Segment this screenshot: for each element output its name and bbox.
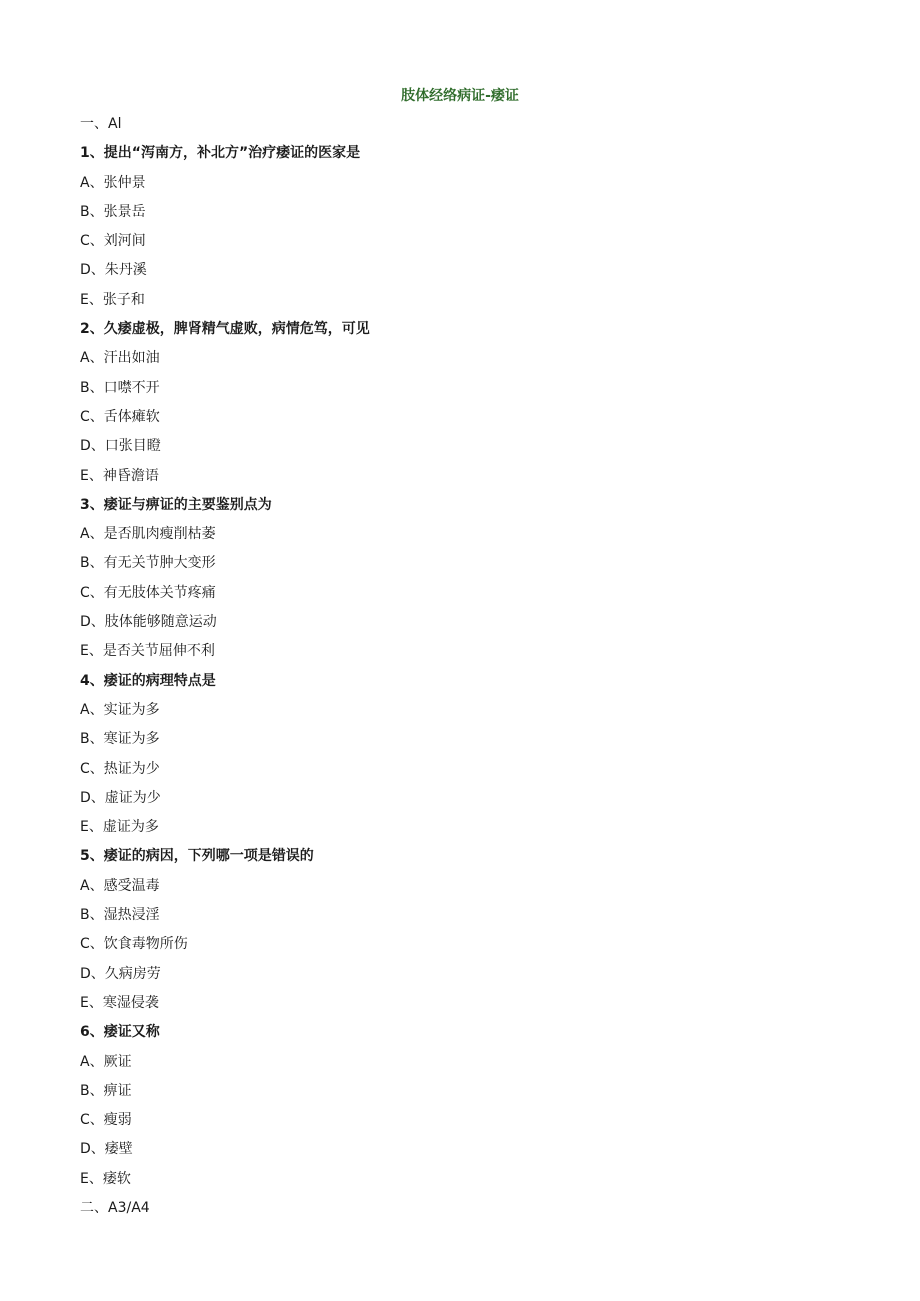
question-5-option-e: E、寒湿侵袭	[80, 994, 159, 1011]
question-1-option-d: D、朱丹溪	[80, 262, 147, 279]
question-6-option-a: A、厥证	[80, 1053, 132, 1070]
question-1-option-c: C、刘河间	[80, 233, 146, 250]
question-1-option-e: E、张子和	[80, 291, 145, 308]
question-2: 2、久痿虚极，脾肾精气虚败，病情危笃，可见	[80, 321, 370, 338]
document-title: 肢体经络病证-痿证	[401, 88, 519, 104]
question-6: 6、痿证又称	[80, 1024, 160, 1041]
question-6-option-d: D、痿壁	[80, 1141, 133, 1158]
question-6-option-c: C、瘦弱	[80, 1112, 132, 1129]
section-heading-a3a4: 二、A3/A4	[80, 1199, 150, 1216]
question-2-option-e: E、神昏澹语	[80, 467, 159, 484]
question-5-option-d: D、久病房劳	[80, 965, 161, 982]
question-1: 1、提出“泻南方，补北方”治疗痿证的医家是	[80, 145, 361, 162]
question-4: 4、痿证的病理特点是	[80, 672, 216, 689]
question-3: 3、痿证与痹证的主要鉴别点为	[80, 496, 272, 513]
question-4-option-e: E、虚证为多	[80, 819, 159, 836]
question-2-option-b: B、口噤不开	[80, 379, 160, 396]
question-6-option-b: B、痹证	[80, 1082, 132, 1099]
question-4-option-a: A、实证为多	[80, 701, 160, 718]
question-5: 5、痿证的病因，下列哪一项是错误的	[80, 848, 314, 865]
question-3-option-a: A、是否肌肉瘦削枯萎	[80, 526, 216, 543]
question-3-option-b: B、有无关节肿大变形	[80, 555, 216, 572]
question-2-option-a: A、汗出如油	[80, 350, 160, 367]
question-3-option-d: D、肢体能够随意运动	[80, 614, 217, 631]
question-1-option-a: A、张仲景	[80, 174, 146, 191]
question-4-option-d: D、虚证为少	[80, 789, 161, 806]
question-list	[80, 114, 840, 1227]
question-5-option-c: C、饮食毒物所伤	[80, 936, 188, 953]
question-5-option-b: B、湿热浸淫	[80, 907, 160, 924]
question-2-option-d: D、口张目瞪	[80, 438, 161, 455]
question-1-option-b: B、张景岳	[80, 203, 146, 220]
section-heading-a1: 一、Al	[80, 116, 122, 132]
question-4-option-b: B、寒证为多	[80, 731, 160, 748]
question-5-option-a: A、感受温毒	[80, 877, 160, 894]
question-2-option-c: C、舌体瘫软	[80, 408, 160, 425]
question-3-option-e: E、是否关节屈伸不利	[80, 643, 215, 660]
question-3-option-c: C、有无肢体关节疼痛	[80, 584, 216, 601]
question-4-option-c: C、热证为少	[80, 760, 160, 777]
question-6-option-e: E、痿软	[80, 1170, 131, 1187]
